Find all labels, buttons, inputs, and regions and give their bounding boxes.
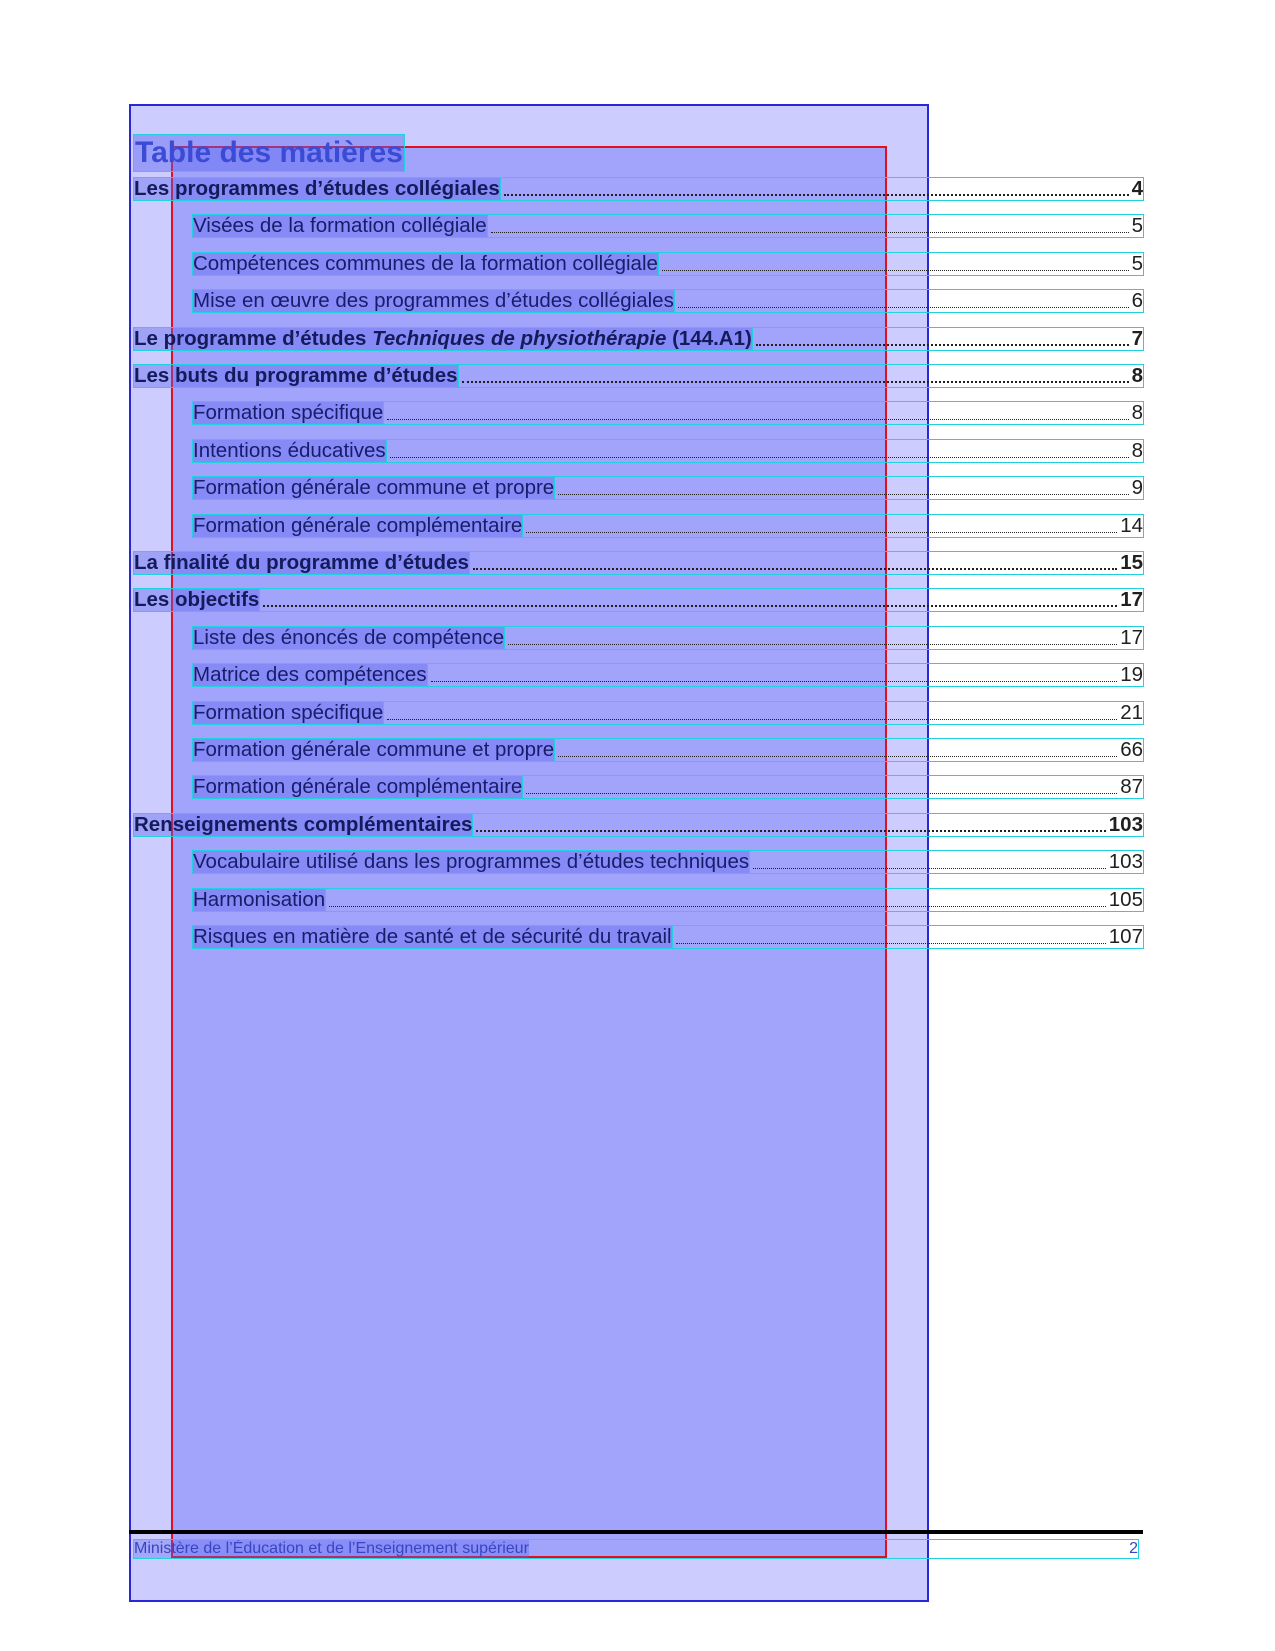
toc-dot-leader	[390, 457, 1129, 458]
page-footer	[134, 1540, 1138, 1558]
toc-dot-leader	[526, 532, 1117, 533]
toc-entry-label: Risques en matière de santé et de sécurité du travail	[193, 925, 672, 948]
toc-dot-leader	[263, 605, 1117, 607]
toc-entry-label: Visées de la formation collégiale	[193, 214, 487, 237]
toc-page-number: 7	[1131, 327, 1143, 350]
toc-entry-label: Les buts du programme d’études	[134, 364, 458, 387]
toc-dot-leader	[676, 943, 1106, 944]
toc-page-number: 15	[1120, 551, 1143, 574]
toc-entry-label: Les programmes d’études collégiales	[134, 177, 500, 200]
toc-subsection-entry[interactable]	[193, 851, 1143, 873]
toc-dot-leader	[508, 644, 1117, 645]
toc-dot-leader	[476, 830, 1105, 832]
toc-dot-leader	[473, 568, 1117, 570]
toc-subsection-entry[interactable]	[193, 215, 1143, 237]
toc-section-entry[interactable]	[134, 328, 1143, 350]
toc-dot-leader	[753, 868, 1106, 869]
toc-subsection-entry[interactable]	[193, 889, 1143, 911]
toc-dot-leader	[387, 719, 1117, 720]
toc-dot-leader	[526, 793, 1117, 794]
toc-entry-label: Vocabulaire utilisé dans les programmes d’études techniques	[193, 850, 750, 873]
toc-entry-label	[134, 328, 752, 350]
toc-page-number: 4	[1131, 177, 1143, 200]
toc-subsection-entry[interactable]	[193, 664, 1143, 686]
toc-entry-label: Les objectifs	[134, 588, 260, 611]
toc-entry-label: Formation générale complémentaire	[193, 775, 523, 798]
toc-entry-label: Mise en œuvre des programmes d’études collégiales	[193, 289, 674, 312]
footer-page-number: 2	[1129, 1540, 1138, 1557]
toc-entry-label: Intentions éducatives	[193, 439, 386, 462]
footer-organization: Ministère de l’Éducation et de l’Enseignement supérieur	[134, 1540, 529, 1557]
toc-page-number: 5	[1131, 214, 1143, 237]
toc-entry-label: La finalité du programme d’études	[134, 551, 469, 574]
toc-dot-leader	[491, 232, 1129, 233]
toc-entry-label: Formation générale complémentaire	[193, 514, 523, 537]
toc-page-number: 103	[1108, 850, 1143, 873]
toc-entry-label: Formation générale commune et propre	[193, 738, 555, 761]
toc-subsection-entry[interactable]	[193, 515, 1143, 537]
toc-entry-label: Harmonisation	[193, 888, 326, 911]
toc-subsection-entry[interactable]	[193, 926, 1143, 948]
toc-page-number: 103	[1108, 813, 1143, 836]
page-title: Table des matières	[135, 136, 403, 169]
toc-page-number: 66	[1120, 738, 1143, 761]
toc-section-entry[interactable]	[134, 552, 1143, 574]
toc-dot-leader	[678, 307, 1129, 308]
toc-subsection-entry[interactable]	[193, 402, 1143, 424]
toc-entry-program-code: (144.A1)	[666, 327, 752, 350]
toc-subsection-entry[interactable]	[193, 627, 1143, 649]
toc-dot-leader	[558, 494, 1128, 495]
toc-section-entry[interactable]	[134, 814, 1143, 836]
toc-page-number: 14	[1120, 514, 1143, 537]
toc-entry-label: Formation générale commune et propre	[193, 476, 555, 499]
toc-dot-leader	[558, 756, 1117, 757]
toc-page-number: 6	[1131, 289, 1143, 312]
toc-dot-leader	[504, 194, 1129, 196]
toc-page-number: 5	[1131, 252, 1143, 275]
toc-page-number: 8	[1131, 401, 1143, 424]
toc-page-number: 87	[1120, 775, 1143, 798]
footer-divider	[129, 1530, 1143, 1534]
toc-dot-leader	[329, 906, 1106, 907]
toc-dot-leader	[756, 344, 1129, 346]
toc-page-number: 8	[1131, 364, 1143, 387]
toc-entry-label: Formation spécifique	[193, 401, 384, 424]
toc-dot-leader	[462, 381, 1129, 383]
toc-page-number: 17	[1120, 626, 1143, 649]
toc-subsection-entry[interactable]	[193, 290, 1143, 312]
toc-page-number: 19	[1120, 663, 1143, 686]
toc-section-entry[interactable]	[134, 589, 1143, 611]
toc-subsection-entry[interactable]	[193, 253, 1143, 275]
toc-subsection-entry[interactable]	[193, 702, 1143, 724]
toc-subsection-entry[interactable]	[193, 739, 1143, 761]
toc-subsection-entry[interactable]	[193, 477, 1143, 499]
toc-entry-label: Matrice des compétences	[193, 663, 427, 686]
toc-entry-label-prefix: Le programme d’études	[134, 327, 373, 350]
toc-entry-program-title: Techniques de physiothérapie	[372, 327, 667, 350]
toc-entry-label: Liste des énoncés de compétence	[193, 626, 505, 649]
toc-page-number: 17	[1120, 588, 1143, 611]
toc-page-number: 21	[1120, 701, 1143, 724]
toc-page-number: 8	[1131, 439, 1143, 462]
toc-page-number: 105	[1108, 888, 1143, 911]
toc-dot-leader	[431, 681, 1118, 682]
toc-entry-label: Renseignements complémentaires	[134, 813, 473, 836]
toc-entry-label: Compétences communes de la formation collégiale	[193, 252, 658, 275]
toc-subsection-entry[interactable]	[193, 440, 1143, 462]
toc-entry-label: Formation spécifique	[193, 701, 384, 724]
toc-section-entry[interactable]	[134, 178, 1143, 200]
toc-subsection-entry[interactable]	[193, 776, 1143, 798]
toc-dot-leader	[662, 270, 1129, 271]
toc-section-entry[interactable]	[134, 365, 1143, 387]
toc-page-number: 107	[1108, 925, 1143, 948]
toc-page-number: 9	[1131, 476, 1143, 499]
toc-dot-leader	[387, 419, 1128, 420]
